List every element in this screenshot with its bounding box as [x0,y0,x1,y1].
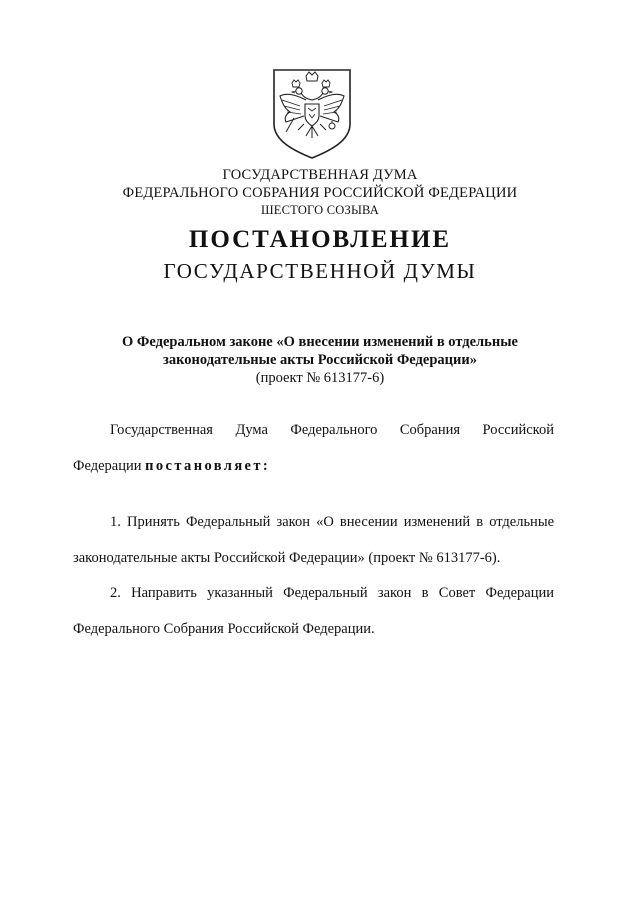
document-issuer-heading: ГОСУДАРСТВЕННОЙ ДУМЫ [163,259,477,283]
org-name-line-2: ФЕДЕРАЛЬНОГО СОБРАНИЯ РОССИЙСКОЙ ФЕДЕРАЦИИ [122,185,518,201]
coat-of-arms-icon [268,66,356,160]
org-name-line-1: ГОСУДАРСТВЕННАЯ ДУМА [222,167,418,183]
document-type-heading: ПОСТАНОВЛЕНИЕ [188,226,452,253]
decree-word: постановляет: [145,458,271,474]
item-1-line-1 [73,514,554,531]
item-1-line-2: законодательные акты Российской Федерации» (проект № 613177-6). [73,550,501,566]
subject-line-2: законодательные акты Российской Федерации» [163,352,477,368]
preamble-line-2 [73,458,554,475]
item-2-text-1: 2. Направить указанный Федеральный закон в Совет Федерации [110,585,554,601]
project-number: (проект № 613177-6) [255,370,385,386]
preamble-text-1: Государственная Дума Федерального Собрания Российской [110,422,554,438]
preamble-line-1 [73,422,554,439]
subject-line-1: О Федеральном законе «О внесении изменений в отдельные [122,334,518,350]
preamble-text-2: Федерации [73,458,146,474]
item-2-line-2: Федерального Собрания Российской Федерации. [73,621,375,637]
item-1-text-1: 1. Принять Федеральный закон «О внесении изменений в отдельные [110,514,554,530]
convocation-label: ШЕСТОГО СОЗЫВА [260,203,380,217]
item-2-line-1 [73,585,554,602]
